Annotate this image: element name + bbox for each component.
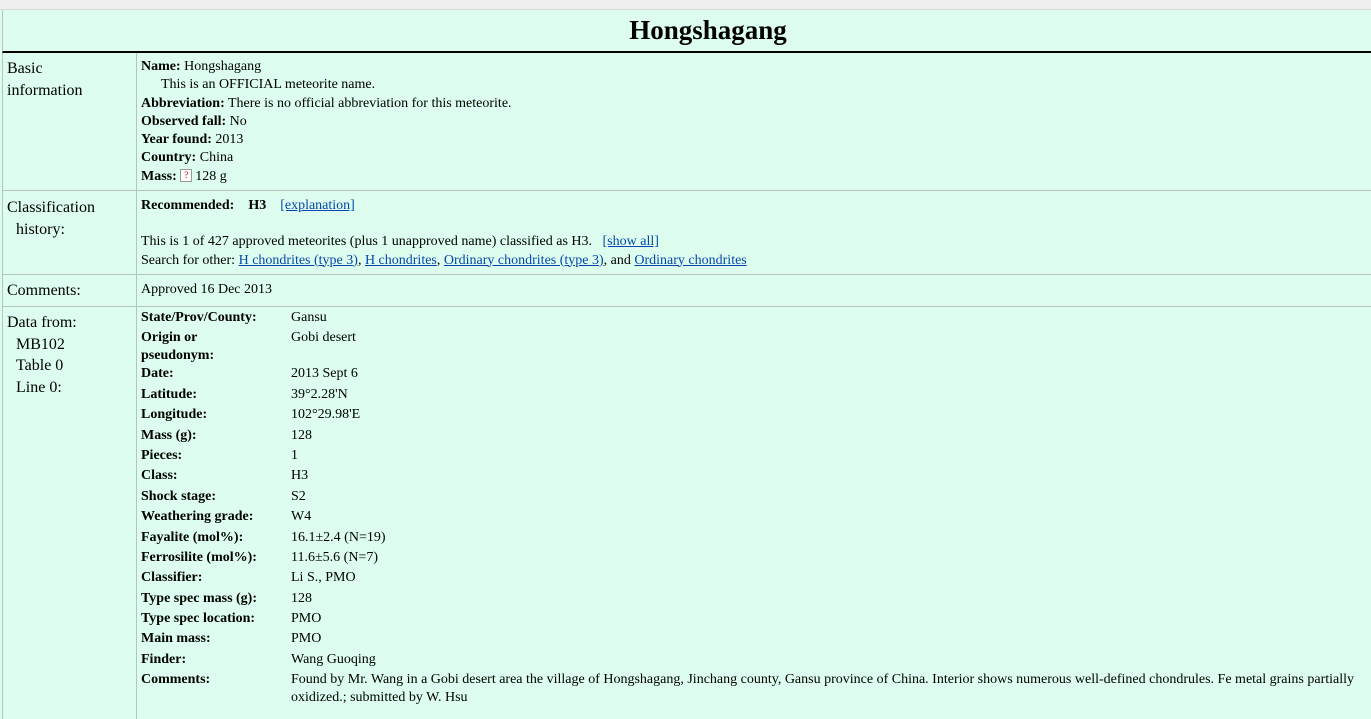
table-row bbox=[141, 386, 1371, 406]
row-value: 2013 Sept 6 bbox=[291, 366, 358, 382]
row-key: Classifier: bbox=[141, 570, 203, 586]
fall-key: Observed fall: bbox=[141, 113, 227, 129]
row-value: Gansu bbox=[291, 310, 327, 325]
title-bar bbox=[2, 10, 1371, 53]
row-value: PMO bbox=[291, 631, 322, 647]
row-key: Class: bbox=[141, 468, 178, 484]
table-row bbox=[141, 488, 1371, 508]
row-divider-3 bbox=[2, 306, 1371, 307]
basic-info-content bbox=[141, 58, 512, 186]
classification-label bbox=[7, 197, 95, 240]
table-row bbox=[141, 529, 1371, 549]
row-value: Gobi desert bbox=[291, 330, 356, 346]
table-row bbox=[141, 671, 1371, 707]
row-key: Pieces: bbox=[141, 447, 183, 463]
fall-row bbox=[141, 113, 512, 131]
row-key: Main mass: bbox=[141, 631, 211, 647]
table-row bbox=[141, 549, 1371, 569]
table-left-border bbox=[2, 53, 3, 719]
link-ordinary-chondrites-type3[interactable]: Ordinary chondrites (type 3) bbox=[443, 252, 604, 268]
row-value: 102°29.98'E bbox=[291, 407, 361, 423]
mass-value: 128 g bbox=[195, 168, 227, 184]
table-row bbox=[141, 447, 1371, 467]
name-row bbox=[141, 58, 512, 76]
row-key: Date: bbox=[141, 366, 174, 382]
row-key: Comments: bbox=[141, 672, 211, 688]
data-table bbox=[141, 309, 1371, 707]
row-value: Found by Mr. Wang in a Gobi desert area the village of Hongshagang, Jinchang county, Gansu province of China. Interior shows numerous well-defined chondrules. Fe metal grains partially oxidized.; submitted by W. Hsu bbox=[291, 672, 1355, 706]
row-key: Type spec location: bbox=[141, 611, 256, 627]
row-key: State/Prov/County: bbox=[141, 310, 257, 325]
fall-value: No bbox=[229, 113, 247, 129]
row-key: Fayalite (mol%): bbox=[141, 529, 244, 545]
class-label-line1: Classification bbox=[7, 199, 95, 216]
meteorite-page bbox=[0, 10, 1371, 719]
row-key: Ferrosilite (mol%): bbox=[141, 549, 257, 565]
row-value: PMO bbox=[291, 611, 322, 627]
row-value: 1 bbox=[291, 447, 298, 463]
classification-content bbox=[141, 197, 747, 270]
table-row bbox=[141, 610, 1371, 630]
mass-row bbox=[141, 168, 512, 186]
recommended-value: H3 bbox=[248, 198, 267, 213]
year-value: 2013 bbox=[215, 132, 244, 148]
basic-label-line1: Basic bbox=[7, 60, 43, 77]
row-value: Li S., PMO bbox=[291, 570, 356, 586]
row-value: 128 bbox=[291, 590, 312, 606]
data-label-line2: MB102 bbox=[16, 335, 65, 353]
row-key: Longitude: bbox=[141, 407, 208, 423]
recommended-row bbox=[141, 197, 747, 215]
count-row bbox=[141, 233, 747, 251]
data-from-label bbox=[7, 312, 77, 398]
count-text: This is 1 of 427 approved meteorites (plus 1 unapproved name) classified as H3. bbox=[141, 234, 593, 250]
row-key: Type spec mass (g): bbox=[141, 590, 258, 606]
table-row bbox=[141, 427, 1371, 447]
abbrev-row bbox=[141, 95, 512, 113]
table-row bbox=[141, 508, 1371, 528]
abbrev-key: Abbreviation: bbox=[141, 95, 225, 111]
table-row bbox=[141, 406, 1371, 426]
row-key: Weathering grade: bbox=[141, 509, 254, 525]
country-value: China bbox=[199, 150, 234, 166]
name-value: Hongshagang bbox=[184, 59, 262, 74]
data-label-line3: Table 0 bbox=[16, 357, 64, 374]
row-value: 16.1±2.4 (N=19) bbox=[291, 529, 386, 545]
explanation-link[interactable]: [explanation] bbox=[280, 198, 355, 213]
basic-info-label bbox=[7, 58, 83, 101]
row-value: 128 bbox=[291, 427, 312, 443]
row-key: Mass (g): bbox=[141, 427, 197, 443]
row-divider-2 bbox=[2, 274, 1371, 275]
table-row bbox=[141, 309, 1371, 329]
browser-top-strip bbox=[0, 0, 1371, 10]
table-row bbox=[141, 651, 1371, 671]
mass-key: Mass: bbox=[141, 168, 177, 184]
row-value: 11.6±5.6 (N=7) bbox=[291, 549, 378, 565]
mass-help-icon[interactable]: ? bbox=[180, 169, 192, 182]
data-label-line1: Data from: bbox=[7, 314, 77, 331]
row-key: Latitude: bbox=[141, 386, 197, 402]
row-value: Wang Guoqing bbox=[291, 651, 376, 667]
search-separator-1: , bbox=[357, 252, 362, 268]
recommended-key: Recommended: bbox=[141, 198, 235, 213]
table-row bbox=[141, 590, 1371, 610]
column-divider bbox=[136, 53, 137, 719]
link-h-chondrites[interactable]: H chondrites bbox=[364, 252, 437, 268]
class-label-line2: history: bbox=[16, 220, 65, 238]
table-row bbox=[141, 630, 1371, 650]
table-row bbox=[141, 329, 1371, 365]
row-value: H3 bbox=[291, 468, 309, 484]
country-key: Country: bbox=[141, 150, 197, 166]
row-key: Origin or pseudonym: bbox=[141, 330, 215, 364]
search-prefix: Search for other: bbox=[141, 252, 236, 268]
table-row bbox=[141, 365, 1371, 385]
country-row bbox=[141, 149, 512, 167]
basic-label-line2: information bbox=[7, 81, 83, 99]
year-row bbox=[141, 131, 512, 149]
comments-value: Approved 16 Dec 2013 bbox=[141, 282, 273, 297]
show-all-link[interactable]: [show all] bbox=[602, 234, 659, 250]
comments-label: Comments: bbox=[7, 282, 81, 299]
abbrev-value: There is no official abbreviation for this meteorite. bbox=[228, 95, 512, 111]
row-divider-1 bbox=[2, 190, 1371, 191]
official-note: This is an OFFICIAL meteorite name. bbox=[161, 77, 376, 93]
search-row bbox=[141, 252, 747, 270]
search-separator-2: , bbox=[436, 252, 441, 268]
link-h-chondrites-type3[interactable]: H chondrites (type 3) bbox=[238, 252, 358, 268]
year-key: Year found: bbox=[141, 132, 212, 148]
row-key: Shock stage: bbox=[141, 488, 217, 504]
row-key: Finder: bbox=[141, 651, 187, 667]
row-value: 39°2.28'N bbox=[291, 386, 348, 402]
table-row bbox=[141, 569, 1371, 589]
link-ordinary-chondrites[interactable]: Ordinary chondrites bbox=[634, 252, 747, 268]
table-row bbox=[141, 467, 1371, 487]
row-value: W4 bbox=[291, 509, 312, 525]
row-value: S2 bbox=[291, 488, 306, 504]
search-separator-3: , and bbox=[603, 252, 631, 268]
data-label-line4: Line 0: bbox=[16, 378, 62, 396]
page-title: Hongshagang bbox=[629, 15, 787, 45]
name-key: Name: bbox=[141, 59, 181, 74]
